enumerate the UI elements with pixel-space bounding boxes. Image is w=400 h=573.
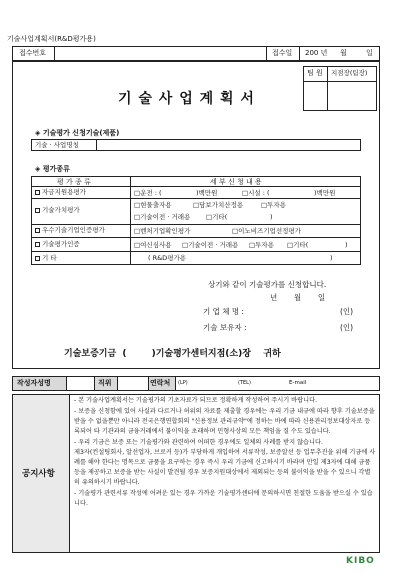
kind-label-1: 자금지원용평가 <box>42 188 86 196</box>
seal-2: (인) <box>340 323 354 332</box>
detail-5a: ( R&D평가용 <box>148 254 187 262</box>
detail-5b: ) <box>330 254 333 262</box>
detail-1d: )백만원 <box>314 189 336 197</box>
notice-item-3: - 우리 기금은 보증 또는 기술평가와 관련하여 어떠한 경우에도 일체의 사례를 받지 않습니다. <box>74 439 323 446</box>
writer-name-label: 작성자성명 <box>17 379 51 387</box>
detail-4c[interactable]: □투자용 <box>249 241 274 249</box>
kind-row-5 <box>35 255 57 262</box>
kind-row-1 <box>35 189 86 196</box>
kind-checkbox-2[interactable] <box>35 208 40 213</box>
writer-row <box>12 376 380 391</box>
kind-checkbox-5[interactable] <box>35 256 40 261</box>
day-text: 일 <box>366 49 373 57</box>
month-text: 월 <box>340 49 347 57</box>
notice-item-5: - 기술평가 관련서류 작성에 어려운 있는 경우 가까운 기술평가센터에 문의하시면 친절한 도움을 받으실 수 있습니다. <box>74 490 373 507</box>
section2-heading: ◈ 평가종류 <box>35 165 70 173</box>
detail-2e[interactable]: □기타( <box>206 213 228 221</box>
detail-2f: ) <box>270 213 273 221</box>
notice-list <box>74 396 376 509</box>
kind-row-3 <box>35 227 105 234</box>
document-header: 기술사업계획서(R&D평가용) <box>7 35 96 43</box>
logo-text: KIBO <box>346 556 375 566</box>
tel2-label: (TEL) <box>238 380 251 386</box>
detail-3a[interactable]: □벤처기업확인평가 <box>134 227 191 235</box>
company-label: 기 업 체 명 : <box>203 307 245 316</box>
col-kind-header: 평 가 종 류 <box>57 178 91 186</box>
position-label: 직위 <box>98 379 112 387</box>
detail-4a[interactable]: □여신심사용 <box>134 241 172 249</box>
kind-row-2 <box>35 207 80 214</box>
addressee: 기술보증기금 ( )기술평가센터지점(소)장 귀하 <box>64 349 281 359</box>
tech-name-label: 기술 · 사업명칭 <box>35 141 79 149</box>
holder-label: 기술 보유자 : <box>203 323 247 332</box>
notice-item-4: 제3자(컨설팅회사, 알선업자, 브로커 등)가 부당하게 개입하여 서류작성, 보증알선 등 업무추진을 위해 기금에 사례를 해야 한다는 명목으로 금품을 요구하는 경우 즉시 우리 기금에 신고하시기 바라며 만일 제3자에 대해 금품 등을 제공하고 보증을 받는 사실이 발견될 경우 보증지원대상에서 제외되는 등의 불이익을 받을 수 있으니 각별히 유의하시기 바랍니다. <box>74 449 376 486</box>
detail-2d[interactable]: □기술이전 · 거래용 <box>134 213 191 221</box>
notice-item-1: - 본 기술사업계획서는 기술평가의 기초자료가 되므로 정확하게 작성하여 주시기 바랍니다. <box>74 397 318 404</box>
contact-label: 연락처 <box>150 379 171 387</box>
detail-1a[interactable]: □운전 : ( <box>134 189 162 197</box>
detail-4d[interactable]: □기타( <box>287 241 309 249</box>
approval-col2: 지점장(팀장) <box>331 69 368 77</box>
kind-label-2: 기술가치평가 <box>42 206 80 214</box>
detail-4e: ) <box>345 241 348 249</box>
col-detail-header: 세 부 신 청 내 용 <box>210 178 262 186</box>
kind-checkbox-3[interactable] <box>35 228 40 233</box>
detail-2c[interactable]: □투자용 <box>261 201 286 209</box>
kind-label-5: 기 타 <box>42 254 57 262</box>
detail-1b: )백만원 <box>196 189 218 197</box>
notice-label: 공지사항 <box>22 469 55 479</box>
approval-col1: 팀 원 <box>307 69 323 77</box>
year-text: 200 년 <box>305 49 328 57</box>
kind-checkbox-1[interactable] <box>35 190 40 195</box>
tech-name-row <box>31 139 361 151</box>
kibo-logo <box>346 556 375 566</box>
detail-1c[interactable]: □시설 : ( <box>242 189 270 197</box>
apply-statement: 상기와 같이 기술평가를 신청합니다. <box>208 280 327 289</box>
receipt-no-label: 접수번호 <box>19 49 47 57</box>
notice-item-2: - 보증을 신청함에 있어 사실과 다르거나 허위의 자료를 제출할 경우에는 우리 기금 내규에 따라 향후 기술보증을 받을 수 없을뿐만 아니라 전국은행연합회의 "신용정보 관리규약"에 정하는 바에 따라 신용관리정보대상자로 등록되어 타 기관과의 금융거래에서 불이익을 초래하며 민형사상의 모든 책임을 질 수도 있습니다. <box>74 408 375 435</box>
email-label: E-mail <box>289 380 307 386</box>
apply-date: 년 월 일 <box>270 293 326 302</box>
seal-1: (인) <box>340 307 354 316</box>
section1-heading: ◈ 기술평가 신청기술(제품) <box>35 129 120 137</box>
page-title: 기 술 사 업 계 획 서 <box>118 91 255 107</box>
kind-label-4: 기술평가인증 <box>42 240 80 248</box>
kind-row-4 <box>35 241 80 248</box>
kind-label-3: 우수기술기업인증평가 <box>42 226 105 234</box>
kind-checkbox-4[interactable] <box>35 242 40 247</box>
detail-3b[interactable]: □이노비즈기업선정평가 <box>232 227 301 235</box>
receipt-date-label: 접수일 <box>272 49 293 57</box>
detail-4b[interactable]: □기술이전 · 거래용 <box>182 241 239 249</box>
detail-2b[interactable]: □담보가치산정용 <box>193 201 244 209</box>
tel1-label: (LP) <box>178 380 188 386</box>
detail-2a[interactable]: □현물출자용 <box>134 201 172 209</box>
